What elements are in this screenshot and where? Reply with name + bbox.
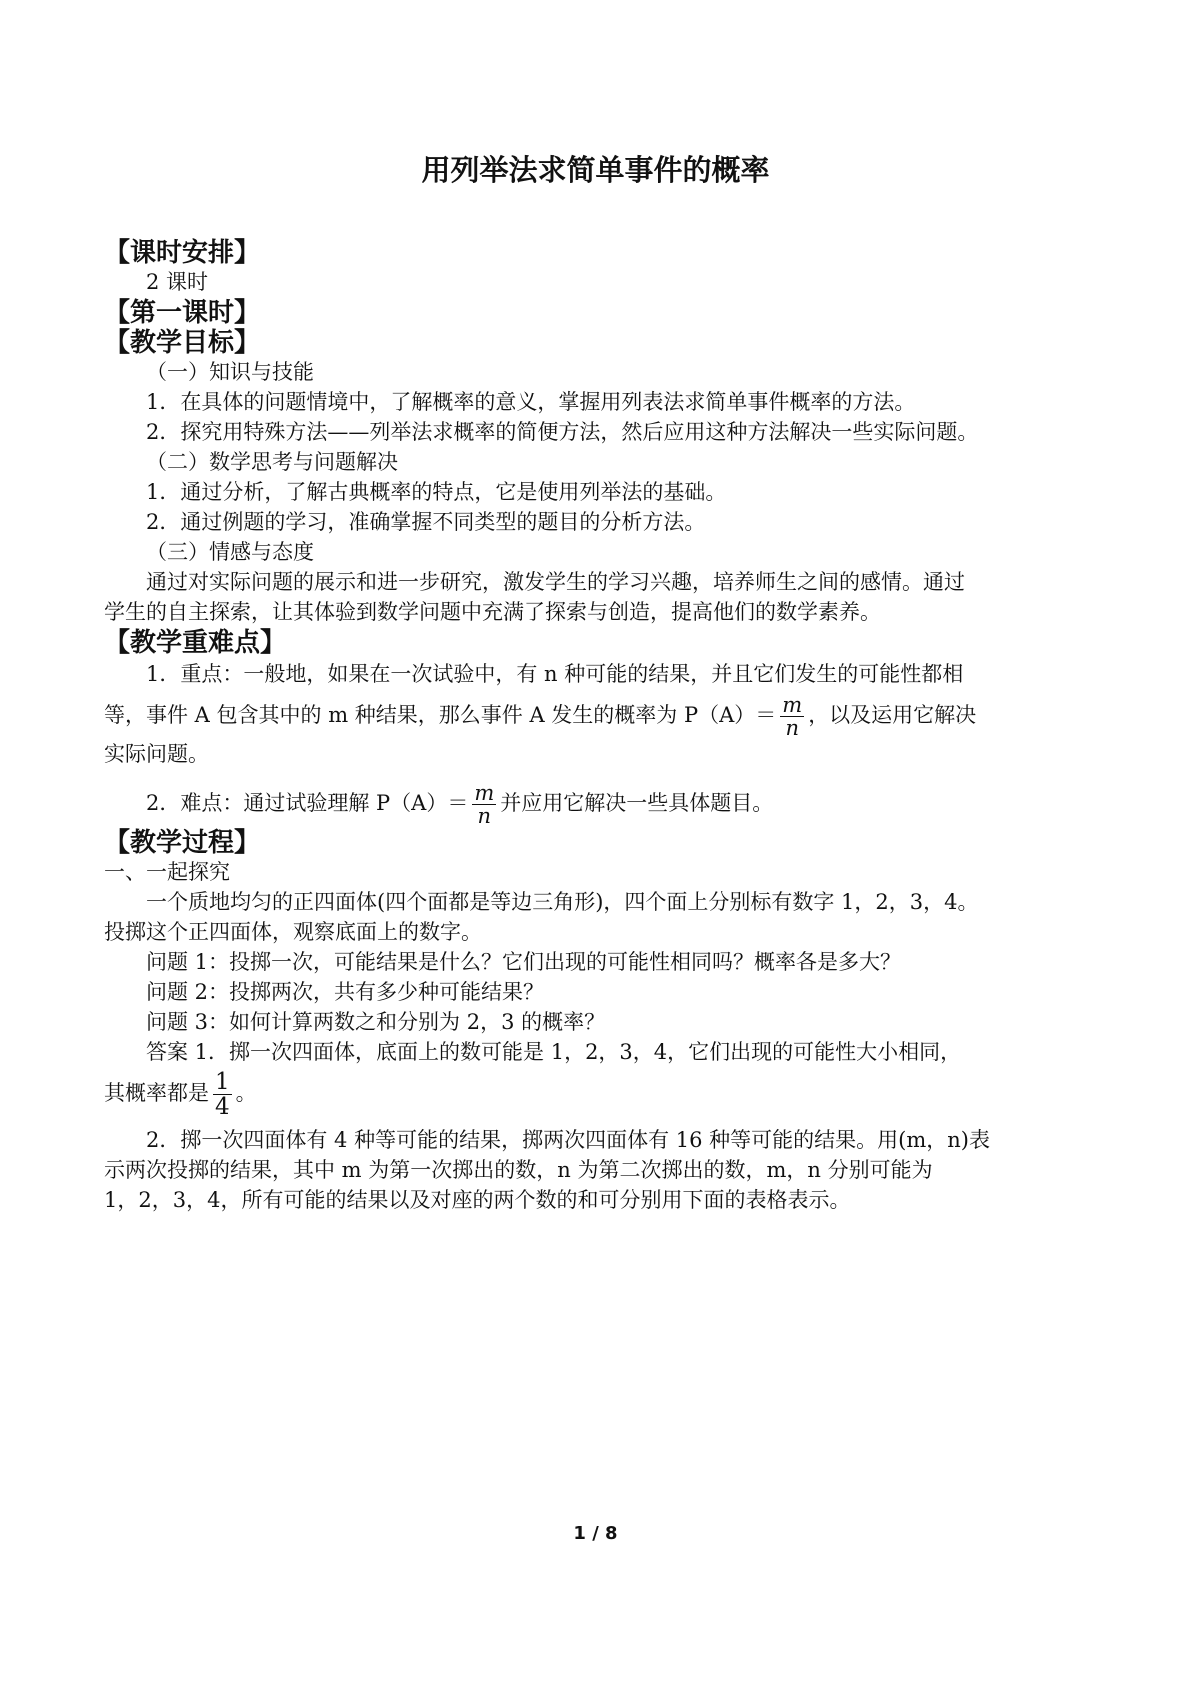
explore-paragraph-line-2: 投掷这个正四面体，观察底面上的数字。 [104, 920, 482, 944]
page-title: 用列举法求简单事件的概率 [421, 153, 770, 187]
goal-2-item-1: 1．通过分析，了解古典概率的特点，它是使用列举法的基础。 [146, 480, 727, 504]
answer-1-line-1: 答案 1．掷一次四面体，底面上的数可能是 1，2，3，4，它们出现的可能性大小相同， [146, 1040, 962, 1064]
answer-2-line-2: 示两次投掷的结果，其中 m 为第一次掷出的数，n 为第二次掷出的数，m，n 分别可能为 [104, 1158, 933, 1182]
answer-1-text-b: 。 [235, 1081, 257, 1105]
goal-section-1-title: （一）知识与技能 [146, 360, 314, 384]
schedule-text: 2 课时 [146, 270, 209, 294]
question-1: 问题 1：投掷一次，可能结果是什么？它们出现的可能性相同吗？概率各是多大？ [146, 950, 902, 974]
answer-2-line-1: 2．掷一次四面体有 4 种等可能的结果，掷两次四面体有 16 种等可能的结果。用(m，n)表 [146, 1128, 990, 1152]
fraction-numerator: m [474, 781, 495, 805]
key-point-2-text-a: 2．难点：通过试验理解 P（A）＝ [146, 791, 469, 815]
heading-schedule: 【课时安排】 [104, 238, 261, 268]
key-point-1-text-a: 等，事件 A 包含其中的 m 种结果，那么事件 A 发生的概率为 P（A）＝ [104, 703, 777, 727]
fraction-m-over-n-2 [472, 782, 496, 827]
goal-3-paragraph-line-1: 通过对实际问题的展示和进一步研究，激发学生的学习兴趣，培养师生之间的感情。通过 [146, 570, 965, 594]
fraction-denominator: 4 [215, 1094, 230, 1120]
heading-key-points: 【教学重难点】 [104, 628, 287, 658]
answer-1-line-2 [104, 1070, 257, 1119]
fraction-numerator: m [782, 693, 803, 717]
goal-section-2-title: （二）数学思考与问题解决 [146, 450, 398, 474]
heading-process: 【教学过程】 [104, 828, 261, 858]
fraction-m-over-n [780, 694, 804, 739]
fraction-denominator: n [785, 716, 799, 740]
question-3: 问题 3：如何计算两数之和分别为 2，3 的概率？ [146, 1010, 606, 1034]
section-explore-title: 一、一起探究 [104, 860, 230, 884]
key-point-1-text-b: ，以及运用它解决 [808, 703, 977, 727]
answer-2-line-3: 1，2，3，4，所有可能的结果以及对座的两个数的和可分别用下面的表格表示。 [104, 1188, 851, 1212]
heading-lesson-1: 【第一课时】 [104, 298, 261, 328]
goal-2-item-2: 2．通过例题的学习，准确掌握不同类型的题目的分析方法。 [146, 510, 706, 534]
fraction-numerator: 1 [215, 1069, 230, 1095]
goal-section-3-title: （三）情感与态度 [146, 540, 314, 564]
goal-1-item-1: 1．在具体的问题情境中，了解概率的意义，掌握用列表法求简单事件概率的方法。 [146, 390, 916, 414]
question-2: 问题 2：投掷两次，共有多少种可能结果？ [146, 980, 545, 1004]
fraction-denominator: n [477, 804, 492, 828]
key-point-1-line-1: 1．重点：一般地，如果在一次试验中，有 n 种可能的结果，并且它们发生的可能性都相 [146, 662, 964, 686]
explore-paragraph-line-1: 一个质地均匀的正四面体(四个面都是等边三角形)，四个面上分别标有数字 1，2，3，4。 [146, 890, 979, 914]
key-point-2 [146, 782, 773, 827]
page-number: 1 / 8 [573, 1523, 618, 1544]
key-point-1-line-3: 实际问题。 [104, 742, 209, 766]
key-point-2-text-b: 并应用它解决一些具体题目。 [500, 791, 774, 815]
answer-1-text-a: 其概率都是 [104, 1081, 209, 1105]
fraction-one-quarter [213, 1070, 232, 1119]
goal-3-paragraph-line-2: 学生的自主探索，让其体验到数学问题中充满了探索与创造，提高他们的数学素养。 [104, 600, 881, 624]
heading-goals: 【教学目标】 [104, 328, 261, 358]
goal-1-item-2: 2．探究用特殊方法——列举法求概率的简便方法，然后应用这种方法解决一些实际问题。 [146, 420, 979, 444]
key-point-1-line-2 [104, 694, 976, 739]
